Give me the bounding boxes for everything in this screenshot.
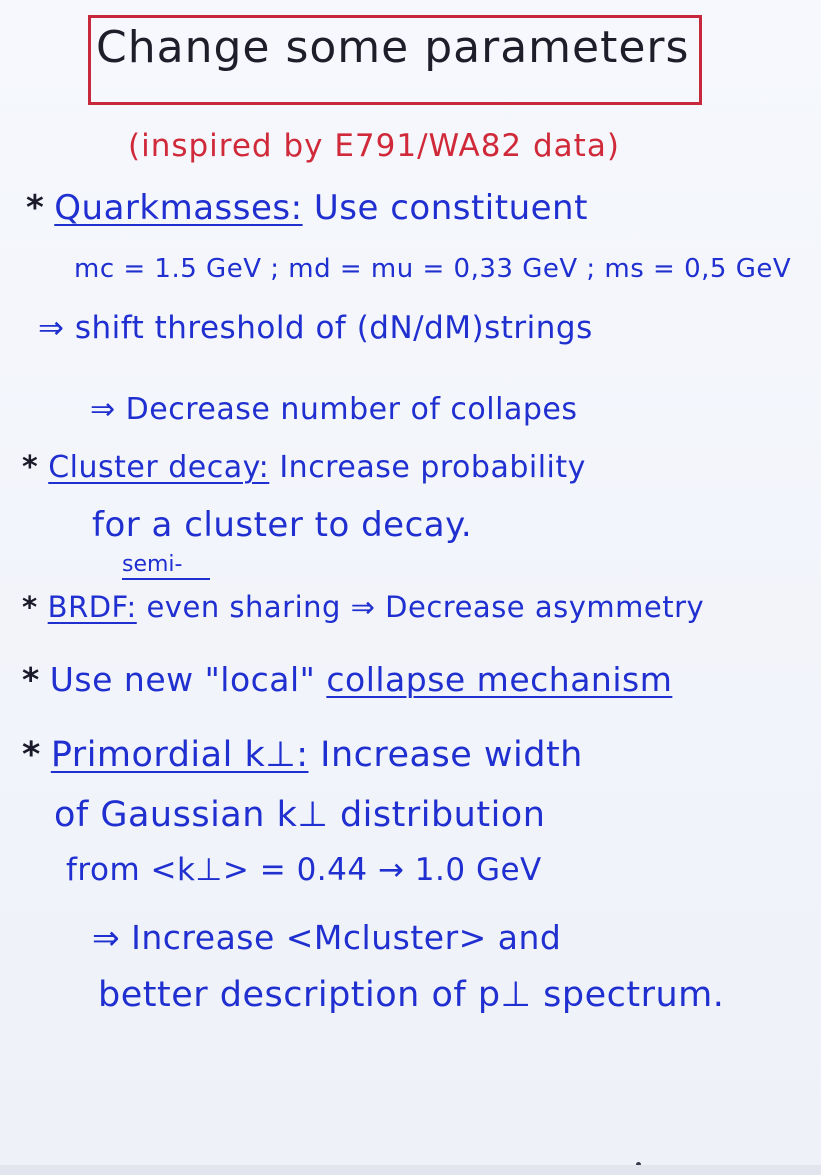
quarkmasses-line xyxy=(26,188,588,228)
page-title: Change some parameters xyxy=(96,22,690,73)
cluster-decay-text: Increase probability xyxy=(279,450,586,485)
decrease-collapses-line: ⇒ Decrease number of collapes xyxy=(90,392,578,427)
masses-line: mc = 1.5 GeV ; md = mu = 0,33 GeV ; ms = 0,5 GeV xyxy=(74,254,792,284)
bottom-edge xyxy=(0,1165,821,1175)
local-text: Use new "local" xyxy=(49,660,316,699)
local-collapse-line xyxy=(22,660,672,699)
cluster-decay-line xyxy=(22,450,586,485)
shift-threshold-line: ⇒ shift threshold of (dN/dM)strings xyxy=(38,310,593,346)
increase-cluster-line: ⇒ Increase <Mcluster> and xyxy=(92,918,562,957)
primordial-heading: Primordial k⊥: xyxy=(50,735,309,775)
bullet-star-icon: * xyxy=(22,660,40,699)
bullet-star-icon: * xyxy=(26,188,45,228)
brdf-text: even sharing ⇒ Decrease asymmetry xyxy=(146,590,705,624)
quarkmasses-heading: Quarkmasses: xyxy=(54,188,303,228)
bullet-star-icon: * xyxy=(22,450,39,485)
primordial-text: Increase width xyxy=(320,735,583,775)
brdf-line xyxy=(22,590,704,624)
quarkmasses-text: Use constituent xyxy=(313,188,588,228)
cluster-decay-heading: Cluster decay: xyxy=(48,450,270,485)
bullet-star-icon: * xyxy=(22,590,38,624)
primordial-line xyxy=(22,735,583,775)
bullet-star-icon: * xyxy=(22,735,41,775)
from-line: from <k⊥> = 0.44 → 1.0 GeV xyxy=(66,852,542,888)
collapse-mechanism: collapse mechanism xyxy=(326,660,673,699)
cluster-decay-text2: for a cluster to decay. xyxy=(92,505,473,545)
better-description-line: better description of p⊥ spectrum. xyxy=(98,975,725,1015)
semi-overline xyxy=(122,578,210,580)
gaussian-line: of Gaussian k⊥ distribution xyxy=(54,795,546,835)
brdf-heading: BRDF: xyxy=(47,590,137,624)
subtitle: (inspired by E791/WA82 data) xyxy=(128,128,620,164)
semi-label: semi- xyxy=(122,552,183,577)
